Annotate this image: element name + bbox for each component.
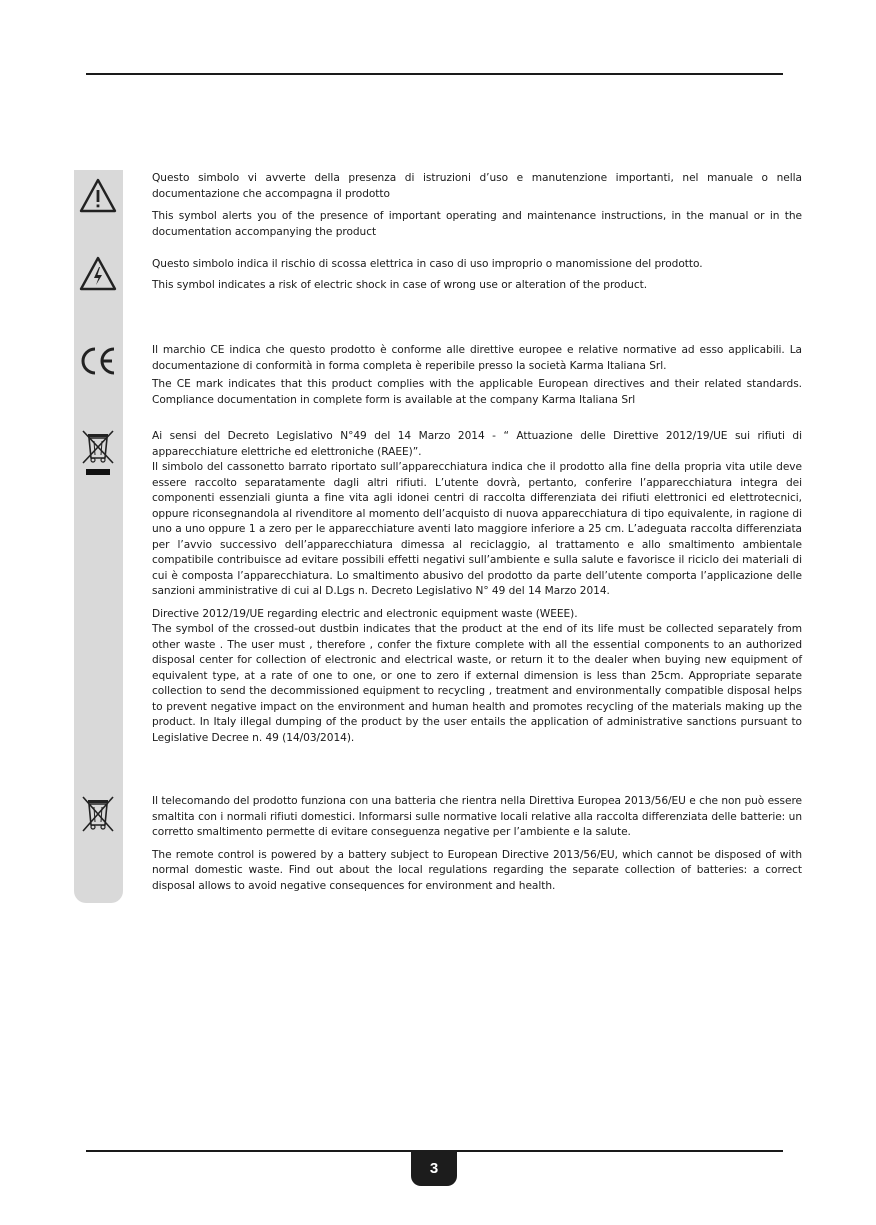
ce-mark-icon <box>78 346 118 386</box>
paragraph: Questo simbolo vi avverte della presenza di istruzioni d’uso e manutenzione importanti, nel manuale o nella documentazione che accompagna il prodotto <box>152 172 802 200</box>
paragraph: Il telecomando del prodotto funziona con una batteria che rientra nella Direttiva Europea 2013/56/EU e che non può essere smaltita con i normali rifiuti domestici. Informarsi sulle normative locali relative alla raccolta differenziata delle batterie: un corretto smaltimento permette di evitare conseguenza negative per l’ambiente e la salute. <box>152 795 802 838</box>
section-ce <box>152 343 802 415</box>
section-electric-shock <box>152 257 802 300</box>
paragraph: This symbol indicates a risk of electric shock in case of wrong use or alteration of the product. <box>152 278 648 291</box>
paragraph: The remote control is powered by a battery subject to European Directive 2013/56/EU, which cannot be disposed of with normal domestic waste. Find out about the local regulations regarding the separate collection of batteries: a correct disposal allows to avoid negative consequences for environment and health. <box>152 848 802 892</box>
warning-triangle-icon <box>78 176 118 216</box>
paragraph: Questo simbolo indica il rischio di scossa elettrica in caso di uso improprio o manomissione del prodotto. <box>152 258 703 270</box>
header-rule <box>86 73 783 75</box>
paragraph: Il simbolo del cassonetto barrato riportato sull’apparecchiatura indica che il prodotto alla fine della propria vita utile deve essere raccolto separatamente dagli altri rifiuti. L’utente dovrà, pertanto, conferire l’apparecchiatura integra dei componenti essenziali giunta a fine vita agli idonei centri di raccolta differenziata dei rifiuti elettronici ed elettrotecnici, oppure riconsegnandola al rivenditore al momento dell’acquisto di nuova apparecchiatura di tipo equivalente, in ragione di uno a uno oppure 1 a zero per le apparecchiature aventi lato maggiore inferiore a 25 cm. L’adeguata raccolta differenziata per l’avvio successivo dell’apparecchiatura dimessa al reciclaggio, al trattamento e allo smaltimento ambientale compatibile contribuisce ad evitare possibili effetti negativi sull’ambiente e sulla salute e favorisce il riciclo dei materiali di cui è composta l’apparecchiatura. Lo smaltimento abusivo del prodotto da parte dell’utente comporta l’applicazione delle sanzioni amministrative di cui al D.Lgs n. Decreto Legislativo N° 49 del 14 Marzo 2014. <box>152 461 802 597</box>
paragraph: The CE mark indicates that this product complies with the applicable European directives and their related standards. Compliance documentation in complete form is available at the company Karma Italiana Srl <box>152 378 802 406</box>
section-weee <box>152 429 802 753</box>
weee-bin-icon <box>78 428 118 478</box>
paragraph: Ai sensi del Decreto Legislativo N°49 del 14 Marzo 2014 - “ Attuazione delle Direttive 2012/19/UE sui rifiuti di apparecchiature elettriche ed elettroniche (RAEE)”. <box>152 430 802 458</box>
paragraph: Il marchio CE indica che questo prodotto è conforme alle direttive europee e relative normative ad esso applicabili. La documentazione di conformità in forma completa è reperibile presso la società Karma Italiana Srl. <box>152 344 802 372</box>
battery-bin-icon <box>78 795 118 835</box>
electric-shock-icon <box>78 254 118 294</box>
paragraph: The symbol of the crossed-out dustbin indicates that the product at the end of its life must be collected separately from other waste . The user must , therefore , confer the fixture complete with all the essential components to an authorized disposal center for collection of electronic and electrical waste, or return it to the dealer when buying new equipment of equivalent type, at a rate of one to one, or one to zero if external dimension is less than 25cm. Appropriate separate collection to send the decommissioned equipment to recycling , treatment and environmentally compatible disposal helps to prevent negative impact on the environment and human health and promotes recycling of the materials making up the product. In Italy illegal dumping of the product by the user entails the application of administrative sanctions pursuant to Legislative Decree n. 49 (14/03/2014). <box>152 623 802 744</box>
paragraph: This symbol alerts you of the presence of important operating and maintenance instructions, in the manual or in the documentation accompanying the product <box>152 210 802 238</box>
section-battery <box>152 794 802 901</box>
paragraph: Directive 2012/19/UE regarding electric and electronic equipment waste (WEEE). <box>152 607 578 620</box>
section-warning <box>152 171 802 247</box>
page-number: 3 <box>411 1150 457 1186</box>
